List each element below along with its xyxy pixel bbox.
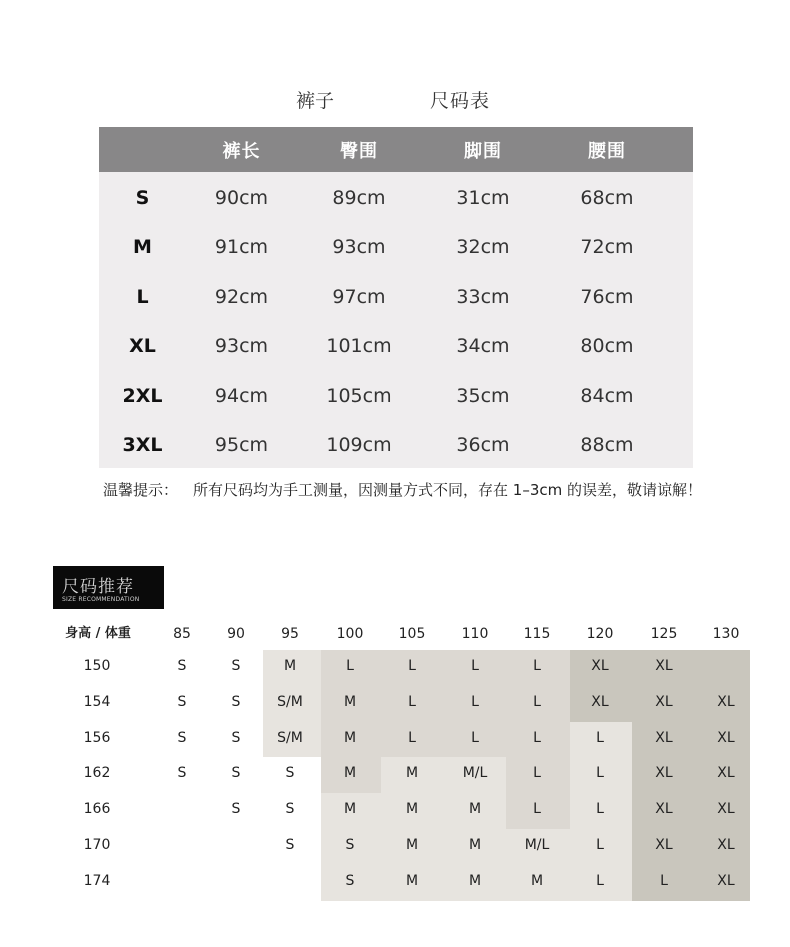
table-cell: 105cm — [326, 384, 392, 407]
recommendation-cell: XL — [655, 694, 673, 710]
table-cell: 31cm — [456, 186, 510, 209]
weight-header: 105 — [398, 626, 426, 642]
recommendation-cell: XL — [717, 765, 735, 781]
recommendation-cell: S — [177, 730, 187, 746]
recommendation-cell: S — [285, 801, 295, 817]
recommendation-cell: XL — [717, 837, 735, 853]
table-cell: 36cm — [456, 434, 510, 457]
height-label: 170 — [83, 837, 111, 853]
table-cell: 33cm — [456, 285, 510, 308]
recommendation-cell: M/L — [462, 765, 488, 781]
recommendation-cell: M — [405, 837, 419, 853]
recommendation-cell: M — [405, 801, 419, 817]
recommendation-cell: S/M — [277, 694, 303, 710]
table-cell: 68cm — [580, 186, 634, 209]
recommendation-cell: XL — [655, 730, 673, 746]
size-chart-header-leg-opening: 脚围 — [464, 140, 502, 162]
weight-header: 85 — [173, 626, 191, 642]
recommendation-cell: L — [596, 765, 604, 781]
recommendation-cell: L — [471, 694, 479, 710]
recommendation-cell: L — [408, 658, 416, 674]
height-weight-corner-label: 身高 / 体重 — [65, 626, 131, 641]
height-label: 174 — [83, 873, 111, 889]
weight-header: 115 — [523, 626, 551, 642]
size-chart-header-hip: 臀围 — [340, 140, 378, 162]
badge-subtitle: SIZE RECOMMENDATION — [62, 596, 140, 603]
page-title-left: 裤子 — [296, 90, 335, 112]
recommendation-cell: L — [533, 658, 541, 674]
recommendation-cell — [206, 827, 266, 863]
size-chart-body — [99, 172, 693, 470]
recommendation-cell: L — [596, 801, 604, 817]
recommendation-cell: L — [533, 765, 541, 781]
recommendation-cell: M — [405, 765, 419, 781]
table-cell: 95cm — [214, 434, 269, 457]
size-label: XL — [129, 335, 156, 358]
recommendation-cell: M — [343, 765, 357, 781]
table-cell: 84cm — [580, 384, 634, 407]
table-cell: 89cm — [332, 186, 386, 209]
recommendation-cell: S — [177, 765, 187, 781]
recommendation-cell: L — [660, 873, 668, 889]
size-chart-header-row — [99, 127, 693, 172]
table-row — [99, 173, 693, 223]
recommendation-cell: L — [471, 658, 479, 674]
recommendation-cell: M — [343, 730, 357, 746]
table-cell: 90cm — [214, 186, 269, 209]
note-label: 温馨提示： — [103, 481, 179, 499]
recommendation-cell — [696, 648, 756, 684]
recommendation-cell: XL — [591, 694, 609, 710]
recommendation-cell: L — [471, 730, 479, 746]
height-label: 166 — [83, 801, 111, 817]
table-row — [99, 421, 693, 471]
table-cell: 32cm — [456, 236, 510, 259]
size-label: 2XL — [122, 384, 163, 407]
recommendation-cell: XL — [655, 765, 673, 781]
recommendation-cell: M — [343, 694, 357, 710]
recommendation-cell: M — [283, 658, 297, 674]
weight-header: 110 — [461, 626, 489, 642]
weight-header: 125 — [650, 626, 678, 642]
table-cell: 97cm — [332, 285, 386, 308]
recommendation-cell: XL — [717, 694, 735, 710]
table-cell: 93cm — [332, 236, 386, 259]
recommendation-cell: M — [530, 873, 544, 889]
recommendation-cell: M — [343, 801, 357, 817]
table-row — [99, 272, 693, 322]
recommendation-cell: L — [596, 837, 604, 853]
table-cell: 101cm — [326, 335, 392, 358]
badge-title: 尺码推荐 — [62, 577, 134, 597]
size-chart-header-waist: 腰围 — [588, 140, 626, 162]
recommendation-cell: L — [346, 658, 354, 674]
recommendation-cell: L — [596, 730, 604, 746]
table-cell: 76cm — [580, 285, 634, 308]
height-label: 156 — [83, 730, 111, 746]
recommendation-cell: L — [533, 694, 541, 710]
size-label: L — [136, 285, 149, 308]
table-row — [99, 371, 693, 421]
recommendation-cell: M — [468, 837, 482, 853]
table-cell: 35cm — [456, 384, 510, 407]
weight-header: 100 — [336, 626, 364, 642]
recommendation-cell: M — [468, 801, 482, 817]
recommendation-cell: M — [405, 873, 419, 889]
recommendation-cell: S — [231, 765, 241, 781]
recommendation-cell: L — [408, 694, 416, 710]
recommendation-cell: M/L — [524, 837, 550, 853]
size-label: 3XL — [122, 434, 163, 457]
recommendation-cell: S — [285, 765, 295, 781]
weight-header: 120 — [586, 626, 614, 642]
table-cell: 94cm — [214, 384, 269, 407]
weight-header: 95 — [281, 626, 299, 642]
recommendation-cell: S — [231, 730, 241, 746]
height-label: 162 — [83, 765, 111, 781]
table-row — [99, 223, 693, 273]
size-chart-table — [99, 127, 693, 468]
recommendation-cell: S — [231, 658, 241, 674]
size-label: M — [133, 236, 152, 259]
size-chart-header-length: 裤长 — [222, 140, 261, 162]
table-row — [99, 322, 693, 372]
recommendation-cell: S — [177, 694, 187, 710]
recommendation-cell: XL — [591, 658, 609, 674]
recommendation-cell — [206, 863, 266, 899]
table-cell: 109cm — [326, 434, 392, 457]
recommendation-cell: XL — [717, 730, 735, 746]
recommendation-cell — [152, 827, 212, 863]
recommendation-cell: S/M — [277, 730, 303, 746]
table-cell: 92cm — [214, 285, 269, 308]
size-recommendation-badge — [53, 566, 164, 609]
recommendation-cell: XL — [717, 873, 735, 889]
recommendation-cell: S — [177, 658, 187, 674]
recommendation-cell: L — [596, 873, 604, 889]
table-cell: 93cm — [214, 335, 269, 358]
recommendation-cell — [152, 791, 212, 827]
recommendation-cell — [152, 863, 212, 899]
table-cell: 34cm — [456, 335, 510, 358]
page-title-right: 尺码表 — [430, 90, 491, 112]
recommendation-cell: XL — [655, 801, 673, 817]
table-cell: 72cm — [580, 236, 634, 259]
note-text: 所有尺码均为手工测量，因测量方式不同，存在 1–3cm 的误差，敬请谅解！ — [193, 481, 702, 499]
recommendation-cell: S — [231, 801, 241, 817]
height-label: 154 — [83, 694, 111, 710]
recommendation-cell: XL — [655, 837, 673, 853]
recommendation-cell: S — [345, 873, 355, 889]
recommendation-cell: L — [533, 801, 541, 817]
weight-header: 90 — [227, 626, 245, 642]
recommendation-cell: S — [231, 694, 241, 710]
recommendation-cell: S — [345, 837, 355, 853]
table-cell: 91cm — [214, 236, 269, 259]
size-label: S — [135, 186, 150, 209]
recommendation-cell: XL — [655, 658, 673, 674]
weight-header: 130 — [712, 626, 740, 642]
recommendation-cell — [260, 863, 320, 899]
recommendation-cell: M — [468, 873, 482, 889]
recommendation-cell: L — [408, 730, 416, 746]
height-label: 150 — [83, 658, 111, 674]
table-cell: 80cm — [580, 335, 634, 358]
recommendation-cell: S — [285, 837, 295, 853]
table-cell: 88cm — [580, 434, 634, 457]
recommendation-cell: XL — [717, 801, 735, 817]
recommendation-cell: L — [533, 730, 541, 746]
